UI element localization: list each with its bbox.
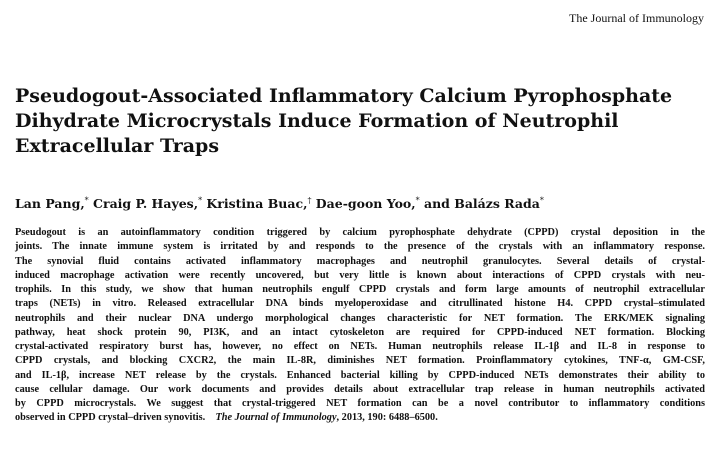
- abstract-line: Pseudogout is an autoinflammatory condition triggered by calcium pyrophosphate dehydrate (CPPD) crystal deposition in the: [15, 227, 705, 238]
- journal-header: The Journal of Immunology: [569, 11, 704, 25]
- abstract-line: induced macrophage activation were recently uncovered, but very little is known about interactions of CPPD crystals with neu-: [15, 269, 705, 281]
- abstract-line: and IL-1β, increase NET release by the crystals. Enhanced bacterial killing by CPPD-induced NETs demonstrates their ability to: [15, 369, 705, 381]
- abstract-last-text: observed in CPPD crystal–driven synovitis.: [15, 412, 206, 424]
- title-line: Pseudogout-Associated Inflammatory Calcium Pyrophosphate: [15, 85, 673, 107]
- citation-journal: The Journal of Immunology: [215, 412, 337, 424]
- author-name: Craig P. Hayes,: [93, 196, 199, 211]
- author-mark: *: [539, 195, 544, 205]
- abstract: [15, 226, 705, 426]
- author-name: Lan Pang,: [15, 196, 85, 211]
- title-line: Extracellular Traps: [15, 135, 220, 157]
- author-mark: *: [198, 195, 203, 205]
- abstract-line: joints. The innate immune system is irritated by and responds to the presence of the crystals with an inflammatory response.: [15, 241, 705, 253]
- abstract-line: neutrophils and their nuclear DNA undergo morphological changes characteristic for NET formation. The ERK/MEK signaling: [15, 312, 705, 324]
- author-mark: *: [84, 195, 89, 205]
- author-name: Kristina Buac,: [206, 196, 308, 211]
- citation-details: , 2013, 190: 6488–6500.: [336, 412, 438, 424]
- author-mark: *: [415, 195, 420, 205]
- author-mark: †: [307, 195, 312, 205]
- abstract-line: The synovial fluid contains activated inflammatory macrophages and neutrophil granulocytes. Several details of crystal-: [15, 255, 705, 267]
- author-name: and Balázs Rada: [423, 196, 540, 211]
- abstract-line: CPPD crystals, and blocking CXCR2, the main IL-8R, diminishes NET formation. Proinflammatory cytokines, TNF-α, GM-CSF,: [15, 355, 705, 367]
- abstract-line: by CPPD microcrystals. We suggest that crystal-triggered NET formation can be a novel contributor to inflammatory conditions: [15, 398, 705, 409]
- title-line: Dihydrate Microcrystals Induce Formation of Neutrophil: [15, 110, 619, 132]
- article-title: [15, 84, 705, 159]
- abstract-line: pathway, heat shock protein 90, PI3K, and an intact cytoskeleton are required for CPPD-induced NET formation. Blocking: [15, 326, 705, 338]
- abstract-line: crystal-activated respiratory burst has, however, no effect on NETs. Human neutrophils release IL-1β and IL-8 in response to: [15, 341, 705, 352]
- abstract-line: trophils. In this study, we show that human neutrophils engulf CPPD crystals and form large amounts of neutrophil extracellular: [15, 284, 705, 295]
- author-list: [15, 196, 544, 211]
- abstract-line: cause cellular damage. Our work documents and provides details about extracellular trap release in human neutrophils activated: [15, 383, 705, 395]
- abstract-line: traps (NETs) in vitro. Released extracellular DNA binds myeloperoxidase and citrullinated histone H4. CPPD crystal–stimulated: [15, 298, 705, 310]
- author-name: Dae-goon Yoo,: [315, 196, 416, 211]
- abstract-last-line: [15, 411, 705, 425]
